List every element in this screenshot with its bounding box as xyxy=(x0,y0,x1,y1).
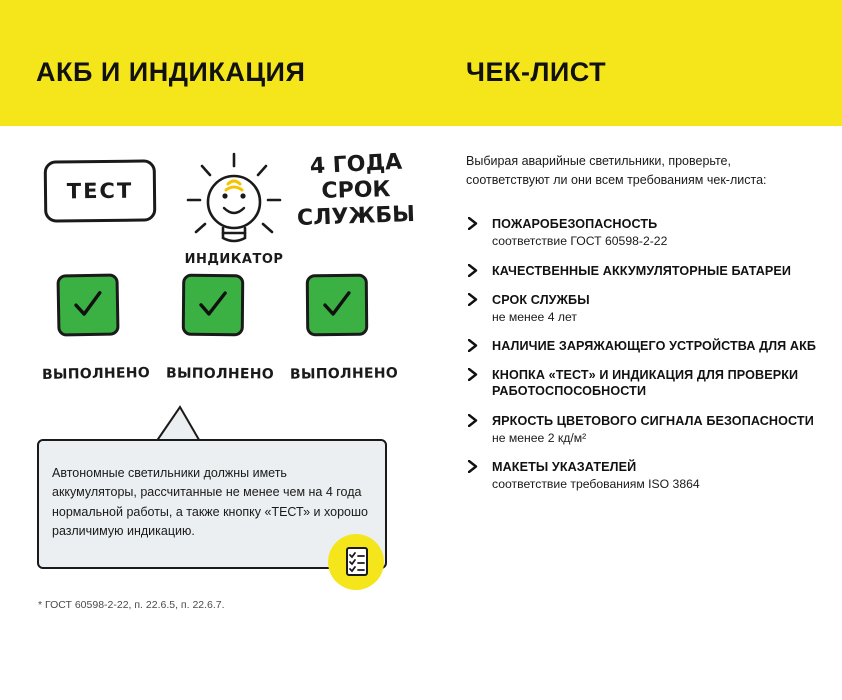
checklist-intro: Выбирая аварийные светильники, проверьте, соответствуют ли они всем требованиям чек-листа: xyxy=(466,154,767,187)
checklist-items xyxy=(466,216,836,506)
checkbox-green-1 xyxy=(56,273,119,336)
test-button-label: ТЕСТ xyxy=(66,178,134,204)
chevron-right-icon xyxy=(468,460,478,473)
chevron-right-icon xyxy=(468,217,478,230)
checklist-item xyxy=(466,413,836,447)
checklist-item xyxy=(466,459,836,493)
checklist-item-title: КАЧЕСТВЕННЫЕ АККУМУЛЯТОРНЫЕ БАТАРЕИ xyxy=(492,263,792,278)
checklist-item xyxy=(466,216,836,250)
page-title-right: ЧЕК-ЛИСТ xyxy=(466,57,607,87)
checklist-item-title: ЯРКОСТЬ ЦВЕТОВОГО СИГНАЛА БЕЗОПАСНОСТИ xyxy=(492,413,814,428)
footnote: * ГОСТ 60598-2-22, п. 22.6.5, п. 22.6.7. xyxy=(38,599,225,611)
checklist-item xyxy=(466,338,836,354)
speech-bubble-text: Автономные светильники должны иметь аккумуляторы, рассчитанные не менее чем на 4 года нормальной работы, а также кнопку «ТЕСТ» и хорошо различимую индикацию. xyxy=(52,466,368,539)
chevron-right-icon xyxy=(468,368,478,381)
checklist-item-sub: соответствие требованиям ISO 3864 xyxy=(492,477,700,492)
checklist-badge-icon xyxy=(328,534,384,590)
done-label-2: ВЫПОЛНЕНО xyxy=(165,365,275,383)
checkbox-green-2 xyxy=(182,274,245,337)
checklist-item xyxy=(466,292,836,326)
indicator-label: ИНДИКАТОР xyxy=(184,252,284,267)
chevron-right-icon xyxy=(468,264,478,277)
illustration-column xyxy=(0,126,440,700)
check-icon xyxy=(71,288,106,323)
checklist-item xyxy=(466,367,836,399)
chevron-right-icon xyxy=(468,293,478,306)
chevron-right-icon xyxy=(468,414,478,427)
checklist-column xyxy=(466,126,842,700)
checklist-item-sub: не менее 4 лет xyxy=(492,309,577,324)
page-title-left: АКБ И ИНДИКАЦИЯ xyxy=(36,57,306,87)
chevron-right-icon xyxy=(468,339,478,352)
done-label-1: ВЫПОЛНЕНО xyxy=(41,365,151,383)
checklist-item-title: МАКЕТЫ УКАЗАТЕЛЕЙ xyxy=(492,460,637,475)
checklist-item-title: НАЛИЧИЕ ЗАРЯЖАЮЩЕГО УСТРОЙСТВА ДЛЯ АКБ xyxy=(492,339,817,354)
service-life-line-2: СРОК xyxy=(321,177,391,204)
checklist-item xyxy=(466,263,836,279)
checklist-item-title: СРОК СЛУЖБЫ xyxy=(492,292,590,307)
checklist-item-title: ПОЖАРОБЕЗОПАСНОСТЬ xyxy=(492,217,658,231)
checklist-item-sub: соответствие ГОСТ 60598-2-22 xyxy=(492,234,668,249)
check-icon xyxy=(196,288,230,322)
service-life-line-1: 4 ГОДА xyxy=(309,149,403,180)
checklist-item-sub: не менее 2 кд/м² xyxy=(492,430,587,445)
lightbulb-icon xyxy=(178,150,290,260)
done-label-3: ВЫПОЛНЕНО xyxy=(289,365,399,383)
test-button-illustration xyxy=(44,159,157,222)
check-icon xyxy=(320,288,354,322)
service-life-line-3: СЛУЖБЫ xyxy=(296,201,416,231)
checklist-item-title: КНОПКА «ТЕСТ» И ИНДИКАЦИЯ ДЛЯ ПРОВЕРКИ РАБОТОСПОСОБНОСТИ xyxy=(492,368,799,399)
service-life-handwriting xyxy=(286,149,426,231)
checkbox-green-3 xyxy=(306,274,369,337)
